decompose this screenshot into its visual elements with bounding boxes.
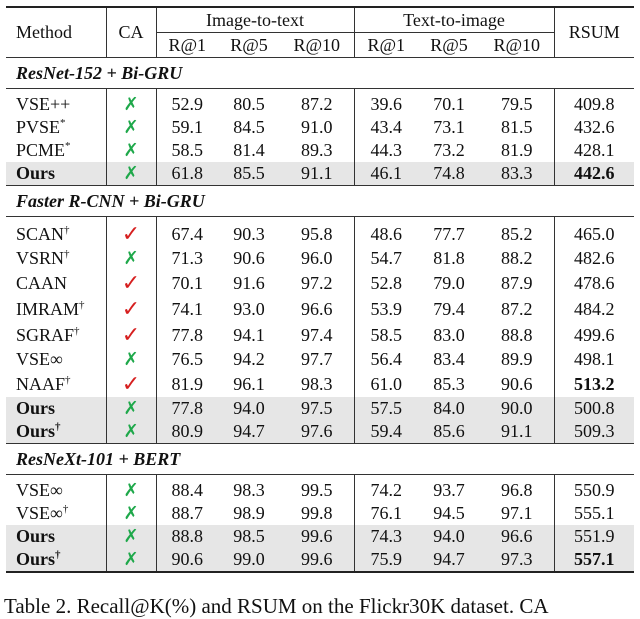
- table-row: [6, 270, 634, 296]
- recall-cell: 43.4: [370, 117, 402, 137]
- rsum-cell: 555.1: [574, 503, 615, 523]
- section-header-row: [6, 444, 634, 475]
- recall-cell: 88.8: [156, 525, 218, 548]
- check-icon: ✓: [121, 270, 141, 295]
- method-name: IMRAM†: [6, 296, 106, 322]
- header-recall: R@1: [367, 34, 406, 55]
- recall-cell: 90.0: [480, 397, 554, 420]
- header-recall: R@10: [280, 33, 354, 58]
- ca-cell: [106, 348, 156, 371]
- recall-cell: 90.6: [233, 248, 265, 268]
- recall-cell: 59.4: [354, 420, 418, 444]
- method-name: Ours: [6, 162, 106, 186]
- recall-cell: 81.9: [480, 139, 554, 162]
- recall-cell: 97.1: [480, 502, 554, 525]
- ca-cell: [106, 548, 156, 572]
- recall-cell: 67.4: [171, 223, 203, 244]
- method-name: SCAN†: [6, 217, 106, 248]
- recall-cell: 76.1: [370, 503, 402, 523]
- recall-cell: 83.4: [433, 349, 465, 369]
- table-row: [6, 247, 634, 270]
- recall-cell: 93.0: [233, 298, 265, 319]
- cross-icon: ✗: [123, 421, 139, 441]
- cross-icon: ✗: [123, 549, 139, 569]
- table-row: [6, 162, 634, 186]
- header-recall: R@5: [430, 34, 468, 55]
- recall-cell: 88.8: [480, 322, 554, 348]
- recall-cell: 81.4: [233, 140, 265, 160]
- recall-cell: 99.6: [280, 525, 354, 548]
- recall-cell: 77.8: [156, 397, 218, 420]
- recall-cell: 98.3: [280, 371, 354, 397]
- recall-cell: 58.5: [370, 324, 402, 345]
- recall-cell: 97.2: [280, 270, 354, 296]
- cross-icon: ✗: [123, 140, 139, 160]
- method-superscript: †: [64, 248, 70, 260]
- recall-cell: 59.1: [171, 117, 203, 137]
- recall-cell: 53.9: [370, 298, 402, 319]
- recall-cell: 94.1: [233, 324, 265, 345]
- table-caption: Table 2. Recall@K(%) and RSUM on the Flickr30K dataset. CA: [4, 594, 549, 618]
- ca-cell: [106, 270, 156, 296]
- header-recall: R@1: [168, 34, 207, 55]
- header-recall: R@5: [230, 34, 268, 55]
- recall-cell: 81.8: [433, 248, 465, 268]
- recall-cell: 79.5: [480, 89, 554, 117]
- ca-cell: [106, 162, 156, 186]
- cross-icon: ✗: [123, 349, 139, 369]
- method-name: SGRAF†: [6, 322, 106, 348]
- recall-cell: 58.5: [171, 140, 203, 160]
- table-row: [6, 475, 634, 503]
- method-name: Ours†: [6, 548, 106, 572]
- rsum-cell: 500.8: [554, 397, 634, 420]
- table-row: [6, 89, 634, 117]
- recall-cell: 46.1: [354, 162, 418, 186]
- recall-cell: 96.0: [280, 247, 354, 270]
- method-name: VSE∞†: [6, 502, 106, 525]
- recall-cell: 57.5: [354, 397, 418, 420]
- method-name: VSE++: [6, 89, 106, 117]
- ca-cell: [106, 217, 156, 248]
- method-name: Ours†: [6, 420, 106, 444]
- check-icon: ✓: [121, 221, 141, 246]
- recall-cell: 88.7: [171, 503, 203, 523]
- recall-cell: 54.7: [370, 248, 402, 268]
- recall-cell: 96.6: [280, 296, 354, 322]
- method-superscript: †: [74, 324, 80, 337]
- recall-cell: 90.6: [480, 371, 554, 397]
- method-superscript: *: [65, 140, 71, 152]
- recall-cell: 76.5: [171, 349, 203, 369]
- header-ca: CA: [106, 7, 156, 58]
- recall-cell: 98.9: [233, 503, 265, 523]
- recall-cell: 85.3: [433, 373, 465, 394]
- ca-cell: [106, 89, 156, 117]
- method-name: Ours: [6, 397, 106, 420]
- rsum-cell: 509.3: [554, 420, 634, 444]
- rsum-cell: 478.6: [574, 272, 615, 293]
- ca-cell: [106, 397, 156, 420]
- recall-cell: 98.5: [218, 525, 280, 548]
- header-text-to-image: Text-to-image: [354, 7, 554, 33]
- method-name: Ours: [6, 525, 106, 548]
- recall-cell: 96.1: [233, 373, 265, 394]
- ca-cell: [106, 525, 156, 548]
- table-row: [6, 296, 634, 322]
- recall-cell: 85.6: [418, 420, 480, 444]
- recall-cell: 73.2: [433, 140, 465, 160]
- recall-cell: 94.5: [433, 503, 465, 523]
- ca-cell: [106, 116, 156, 139]
- method-name: VSE∞: [6, 348, 106, 371]
- recall-cell: 98.3: [233, 480, 265, 500]
- rsum-cell: 499.6: [574, 324, 615, 345]
- method-superscript: †: [62, 503, 69, 515]
- recall-cell: 81.5: [480, 116, 554, 139]
- table-row: [6, 397, 634, 420]
- recall-cell: 96.8: [480, 475, 554, 503]
- recall-cell: 97.4: [280, 322, 354, 348]
- recall-cell: 84.5: [233, 117, 265, 137]
- recall-cell: 39.6: [370, 94, 402, 114]
- method-superscript: †: [64, 223, 70, 236]
- header-row-groups: [6, 7, 634, 33]
- method-superscript: †: [79, 298, 85, 311]
- recall-cell: 81.9: [171, 373, 203, 394]
- recall-cell: 75.9: [354, 548, 418, 572]
- method-superscript: †: [65, 373, 71, 386]
- recall-cell: 73.1: [433, 117, 465, 137]
- recall-cell: 93.7: [433, 480, 465, 500]
- table-row: [6, 371, 634, 397]
- header-image-to-text: Image-to-text: [156, 7, 354, 33]
- recall-cell: 48.6: [370, 223, 402, 244]
- recall-cell: 97.7: [280, 348, 354, 371]
- method-name: NAAF†: [6, 371, 106, 397]
- rsum-cell: 550.9: [574, 480, 615, 500]
- recall-cell: 56.4: [370, 349, 402, 369]
- recall-cell: 94.0: [218, 397, 280, 420]
- cross-icon: ✗: [123, 248, 139, 268]
- recall-cell: 77.8: [171, 324, 203, 345]
- recall-cell: 70.1: [171, 272, 203, 293]
- method-superscript: †: [55, 421, 61, 433]
- header-recall: R@10: [480, 33, 554, 58]
- rsum-cell: 465.0: [574, 223, 615, 244]
- recall-cell: 90.3: [233, 223, 265, 244]
- recall-cell: 88.4: [171, 480, 203, 500]
- table-row: [6, 116, 634, 139]
- header-method: Method: [6, 7, 106, 58]
- recall-cell: 89.3: [280, 139, 354, 162]
- recall-cell: 89.9: [480, 348, 554, 371]
- table-row: [6, 322, 634, 348]
- ca-cell: [106, 322, 156, 348]
- recall-cell: 85.5: [218, 162, 280, 186]
- recall-cell: 80.5: [233, 94, 265, 114]
- section-title: ResNeXt-101 + BERT: [6, 444, 634, 475]
- method-name: CAAN: [6, 270, 106, 296]
- recall-cell: 87.2: [480, 296, 554, 322]
- recall-cell: 88.2: [480, 247, 554, 270]
- recall-cell: 71.3: [171, 248, 203, 268]
- method-name: VSE∞: [6, 475, 106, 503]
- section-title: ResNet-152 + Bi-GRU: [6, 58, 634, 89]
- rsum-cell: 432.6: [574, 117, 615, 137]
- rsum-cell: 482.6: [574, 248, 615, 268]
- recall-cell: 74.1: [171, 298, 203, 319]
- rsum-cell: 498.1: [574, 349, 615, 369]
- table-row: [6, 348, 634, 371]
- recall-cell: 97.3: [480, 548, 554, 572]
- results-table: [6, 6, 634, 573]
- method-superscript: †: [55, 549, 61, 561]
- section-header-row: [6, 58, 634, 89]
- cross-icon: ✗: [123, 163, 139, 183]
- recall-cell: 91.0: [280, 116, 354, 139]
- check-icon: ✓: [121, 322, 141, 347]
- recall-cell: 95.8: [280, 217, 354, 248]
- ca-cell: [106, 475, 156, 503]
- recall-cell: 70.1: [433, 94, 465, 114]
- recall-cell: 91.6: [233, 272, 265, 293]
- recall-cell: 91.1: [480, 420, 554, 444]
- recall-cell: 99.6: [280, 548, 354, 572]
- recall-cell: 97.5: [280, 397, 354, 420]
- ca-cell: [106, 371, 156, 397]
- rsum-cell: 484.2: [574, 298, 615, 319]
- table-row: [6, 502, 634, 525]
- recall-cell: 96.6: [480, 525, 554, 548]
- recall-cell: 94.7: [218, 420, 280, 444]
- header-rsum: RSUM: [554, 7, 634, 58]
- recall-cell: 83.0: [433, 324, 465, 345]
- recall-cell: 74.3: [354, 525, 418, 548]
- check-icon: ✓: [121, 296, 141, 321]
- cross-icon: ✗: [123, 503, 139, 523]
- recall-cell: 79.4: [433, 298, 465, 319]
- method-name: PVSE*: [6, 116, 106, 139]
- section-title: Faster R-CNN + Bi-GRU: [6, 186, 634, 217]
- method-name: VSRN†: [6, 247, 106, 270]
- cross-icon: ✗: [123, 526, 139, 546]
- recall-cell: 90.6: [156, 548, 218, 572]
- recall-cell: 77.7: [433, 223, 465, 244]
- table-row: [6, 525, 634, 548]
- recall-cell: 94.2: [233, 349, 265, 369]
- recall-cell: 80.9: [156, 420, 218, 444]
- recall-cell: 99.8: [280, 502, 354, 525]
- recall-cell: 52.9: [171, 94, 203, 114]
- table-row: [6, 217, 634, 248]
- recall-cell: 97.6: [280, 420, 354, 444]
- recall-cell: 74.8: [418, 162, 480, 186]
- recall-cell: 94.7: [418, 548, 480, 572]
- method-superscript: *: [60, 117, 66, 129]
- recall-cell: 44.3: [370, 140, 402, 160]
- recall-cell: 87.2: [280, 89, 354, 117]
- recall-cell: 74.2: [370, 480, 402, 500]
- ca-cell: [106, 139, 156, 162]
- rsum-cell: 442.6: [554, 162, 634, 186]
- cross-icon: ✗: [123, 94, 139, 114]
- rsum-cell: 513.2: [574, 373, 615, 394]
- rsum-cell: 551.9: [554, 525, 634, 548]
- recall-cell: 61.8: [156, 162, 218, 186]
- recall-cell: 84.0: [418, 397, 480, 420]
- recall-cell: 52.8: [370, 272, 402, 293]
- recall-cell: 99.0: [218, 548, 280, 572]
- cross-icon: ✗: [123, 480, 139, 500]
- rsum-cell: 557.1: [554, 548, 634, 572]
- table-row: [6, 420, 634, 444]
- recall-cell: 83.3: [480, 162, 554, 186]
- rsum-cell: 409.8: [574, 94, 615, 114]
- method-name: PCME*: [6, 139, 106, 162]
- section-header-row: [6, 186, 634, 217]
- rsum-cell: 428.1: [574, 140, 615, 160]
- recall-cell: 94.0: [418, 525, 480, 548]
- recall-cell: 61.0: [370, 373, 402, 394]
- recall-cell: 87.9: [480, 270, 554, 296]
- ca-cell: [106, 296, 156, 322]
- cross-icon: ✗: [123, 398, 139, 418]
- ca-cell: [106, 420, 156, 444]
- recall-cell: 99.5: [280, 475, 354, 503]
- recall-cell: 85.2: [480, 217, 554, 248]
- check-icon: ✓: [121, 371, 141, 396]
- table-row: [6, 139, 634, 162]
- table-row: [6, 548, 634, 572]
- ca-cell: [106, 247, 156, 270]
- cross-icon: ✗: [123, 117, 139, 137]
- recall-cell: 79.0: [433, 272, 465, 293]
- recall-cell: 91.1: [280, 162, 354, 186]
- ca-cell: [106, 502, 156, 525]
